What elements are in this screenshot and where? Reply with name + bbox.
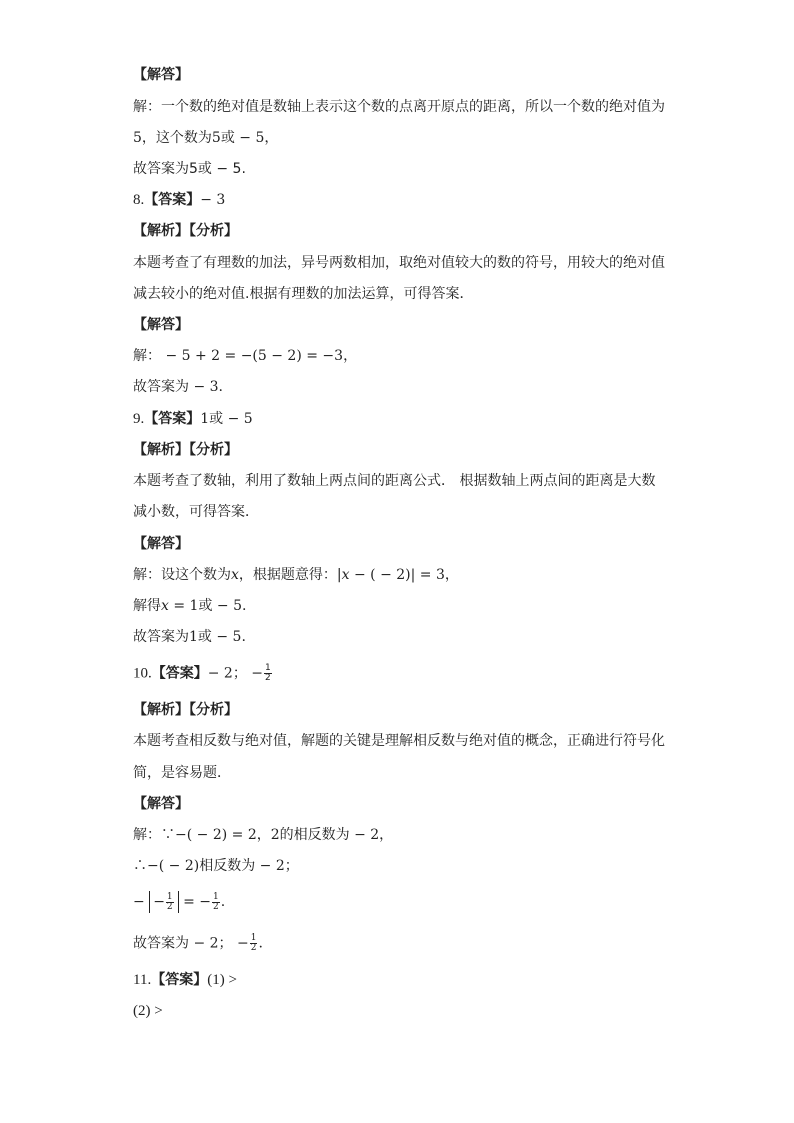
math-fragment: 故答案为 − 2； −: [133, 935, 249, 952]
fraction: $\frac{1}{2}$: [250, 933, 257, 953]
answer-heading: 【解答】: [133, 67, 189, 83]
fraction: $\frac{1}{2}$: [166, 891, 173, 912]
question-number: 9.: [133, 411, 145, 427]
text-fragment: 解得: [133, 598, 161, 614]
math-fragment: −: [133, 894, 145, 910]
answer-heading: 【解答】: [133, 317, 189, 333]
answer-value: (1) >: [207, 972, 237, 988]
math-fragment: = 1或 − 5.: [168, 598, 247, 614]
math-line: [133, 597, 246, 615]
answer-tag: 【答案】: [144, 411, 201, 427]
question-number: 8.: [133, 192, 145, 208]
math-line: ∴−( − 2)相反数为 − 2；: [133, 858, 299, 874]
answer-value: − 3: [200, 192, 226, 208]
variable-x: x: [231, 567, 239, 583]
question-number: 11.: [133, 972, 152, 988]
analysis-heading: 【解析】【分析】: [133, 702, 238, 718]
text-fragment: 解：设这个数为: [133, 567, 231, 583]
question-number: 10.: [133, 665, 152, 682]
answer-value: (2) >: [133, 1003, 163, 1019]
answer-heading: 【解答】: [133, 536, 189, 552]
question-9-answer: [133, 410, 253, 428]
math-line: 解：∵−( − 2) = 2，2的相反数为 − 2，: [133, 827, 394, 843]
text-line: 减小数，可得答案．: [133, 504, 259, 520]
variable-x: x: [161, 598, 169, 614]
question-8-answer: [133, 191, 225, 209]
math-line: [133, 566, 459, 584]
math-line: 故答案为 − 3.: [133, 379, 223, 395]
fraction: $\frac{1}{2}$: [265, 663, 271, 683]
text-line: 减去较小的绝对值.根据有理数的加法运算，可得答案．: [133, 286, 474, 302]
math-line: [133, 934, 263, 953]
math-line: 解： − 5 + 2 = −(5 − 2) = −3，: [133, 348, 358, 364]
variable-x: x: [341, 567, 350, 583]
text-line: 故答案为5或 − 5.: [133, 161, 246, 177]
text-line: 本题考查了数轴，利用了数轴上两点间的距离公式． 根据数轴上两点间的距离是大数: [133, 473, 656, 489]
math-line: [133, 891, 225, 913]
math-fragment: .: [220, 894, 226, 910]
answer-tag: 【答案】: [151, 972, 208, 988]
text-line: 本题考查相反数与绝对值，解题的关键是理解相反数与绝对值的概念，正确进行符号化: [133, 733, 665, 749]
analysis-heading: 【解析】【分析】: [133, 223, 238, 239]
text-line: 解：一个数的绝对值是数轴上表示这个数的点离开原点的距离，所以一个数的绝对值为: [133, 99, 665, 115]
fraction: $\frac{1}{2}$: [213, 891, 219, 912]
math-fragment: .: [258, 935, 263, 952]
answer-value: 1或 − 5: [200, 411, 253, 427]
answer-tag: 【答案】: [151, 665, 208, 682]
question-10-answer: [133, 664, 273, 683]
math-fragment: − ( − 2)| = 3，: [349, 567, 459, 583]
text-fragment: ，根据题意得：|: [238, 567, 342, 583]
text-line: 5，这个数为5或 − 5，: [133, 130, 279, 146]
question-11-answer: [133, 971, 237, 989]
text-line: 本题考查了有理数的加法，异号两数相加，取绝对值较大的数的符号，用较大的绝对值: [133, 255, 665, 271]
answer-value: − 2； −: [207, 665, 264, 682]
absolute-value: − $\frac{1}{2}$: [149, 891, 178, 913]
answer-tag: 【答案】: [144, 192, 201, 208]
text-line: 简，是容易题．: [133, 765, 231, 781]
math-line: 故答案为1或 − 5.: [133, 629, 246, 645]
answer-heading: 【解答】: [133, 796, 189, 812]
math-fragment: = −: [183, 894, 212, 910]
analysis-heading: 【解析】【分析】: [133, 442, 238, 458]
